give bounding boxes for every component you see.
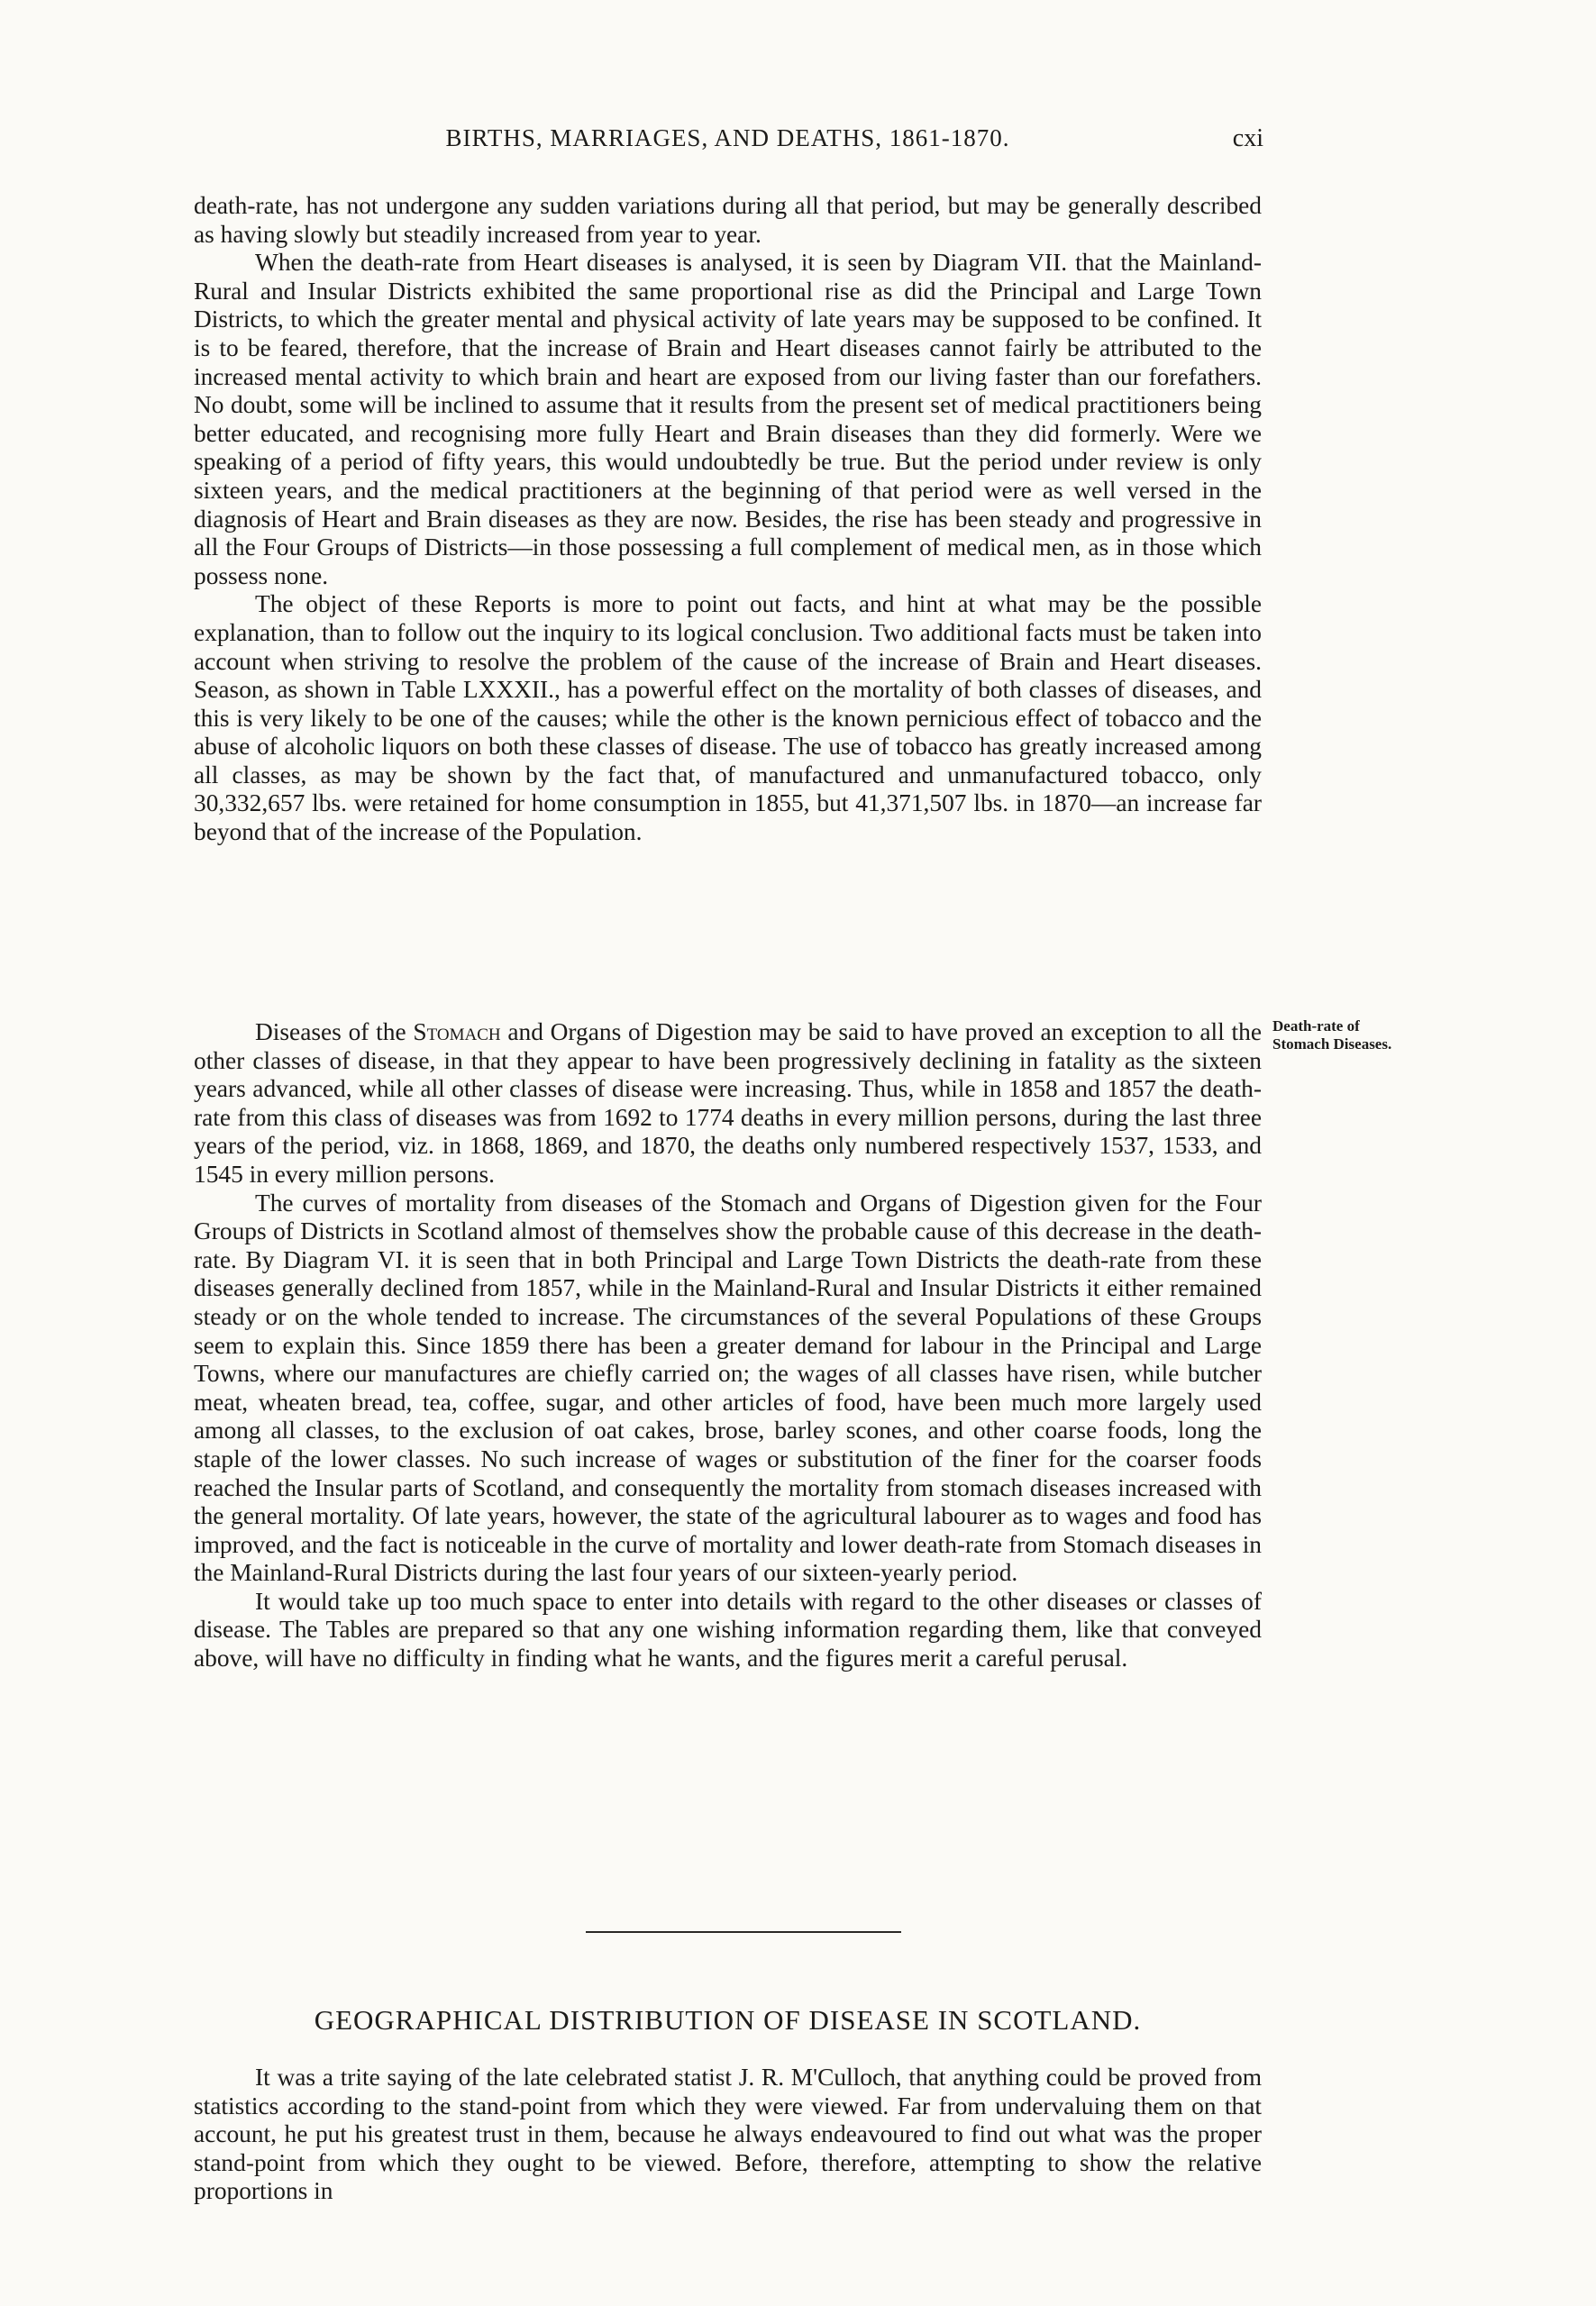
paragraph-curves-of-mortality: The curves of mortality from diseases of the Stomach and Organs of Digestion given for the Four Groups of Districts in Scotland almost of themselves show the probable cause of this decrease in the death-rate. By Diagram VI. it is seen that in both Principal and Large Town Districts the death-rate from these diseases generally declined from 1857, while in the Mainland-Rural and Insular Districts it either remained steady or on the whole tended to increase. The circumstances of the several Populations of these Groups seem to explain this. Since 1859 there has been a greater demand for labour in the Principal and Large Towns, where our manufactures are chiefly carried on; the wages of all classes have risen, while butcher meat, wheaten bread, tea, coffee, sugar, and other articles of food, have been much more largely used among all classes, to the exclusion of oat cakes, brose, barley scones, and other coarse foods, long the staple of the lower classes. No such increase of wages or substitution of the finer for the coarser foods reached the Insular parts of Scotland, and consequently the mortality from stomach diseases increased with the general mortality. Of late years, however, the state of the agricultural labourer as to wages and food has improved, and the fact is noticeable in the curve of mortality and lower death-rate from Stomach diseases in the Mainland-Rural Districts during the last four years of our sixteen-yearly period. [194, 1189, 1262, 1587]
paragraph-other-diseases: It would take up too much space to enter into details with regard to the other diseases or classes of disease. The Tables are prepared so that any one wishing information regarding them, like that conveyed above, will have no difficulty in finding what he wants, and the figures merit a careful perusal. [194, 1587, 1262, 1673]
text-block-stomach [194, 1018, 1262, 1673]
paragraph-stomach-post: and Organs of Digestion may be said to have proved an exception to all the other classes of disease, in that they appear to have been progressively declining in fatality as the sixteen years advanced, while all other classes of disease were increasing. Thus, while in 1858 and 1857 the death-rate from this class of diseases was from 1692 to 1774 deaths in every million persons, during the last three years of the period, viz. in 1868, 1869, and 1870, the deaths only numbered respectively 1537, 1533, and 1545 in every million persons. [194, 1018, 1262, 1188]
section-divider [586, 1931, 901, 1933]
running-title: BIRTHS, MARRIAGES, AND DEATHS, 1861-1870. [445, 124, 1010, 151]
text-block-heart-brain [194, 192, 1262, 847]
marginal-note [1272, 1017, 1408, 1053]
paragraph-stomach-diseases [194, 1018, 1262, 1189]
section-heading: GEOGRAPHICAL DISTRIBUTION OF DISEASE IN SCOTLAND. [314, 2004, 1142, 2036]
stomach-small-caps: Stomach [413, 1018, 501, 1045]
marginal-note-line2: Stomach Diseases. [1272, 1035, 1392, 1053]
paragraph-stomach-pre: Diseases of the [255, 1018, 414, 1045]
running-header [194, 124, 1262, 160]
paragraph-tobacco: The object of these Reports is more to point out facts, and hint at what may be the possible explanation, than to follow out the inquiry to its logical conclusion. Two additional facts must be taken into account when striving to resolve the problem of the cause of the increase of Brain and Heart diseases. Season, as shown in Table LXXXII., has a powerful effect on the mortality of both classes of diseases, and this is very likely to be one of the causes; while the other is the known pernicious effect of tobacco and the abuse of alcoholic liquors on both these classes of disease. The use of tobacco has greatly increased among all classes, as may be shown by the fact that, of manufactured and unmanufactured tobacco, only 30,332,657 lbs. were retained for home consumption in 1855, but 41,371,507 lbs. in 1870—an increase far beyond that of the increase of the Population. [194, 590, 1262, 846]
marginal-note-line1: Death-rate of [1272, 1017, 1360, 1035]
page-number: cxi [1232, 124, 1263, 152]
paragraph-heart-diseases: When the death-rate from Heart diseases is analysed, it is seen by Diagram VII. that the Mainland-Rural and Insular Districts exhibited the same proportional rise as did the Principal and Large Town Districts, to which the greater mental and physical activity of late years may be supposed to be confined. It is to be feared, therefore, that the increase of Brain and Heart diseases cannot fairly be attributed to the increased mental activity to which brain and heart are exposed from our living faster than our forefathers. No doubt, some will be inclined to assume that it results from the present set of medical practitioners being better educated, and recognising more fully Heart and Brain diseases than they did formerly. Were we speaking of a period of fifty years, this would undoubtedly be true. But the period under review is only sixteen years, and the medical practitioners at the beginning of that period were as well versed in the diagnosis of Heart and Brain diseases as they are now. Besides, the rise has been steady and progressive in all the Four Groups of Districts—in those possessing a full complement of medical men, as in those which possess none. [194, 249, 1262, 589]
text-block-geographical [194, 2064, 1262, 2206]
paragraph-mcculloch: It was a trite saying of the late celebrated statist J. R. M'Culloch, that anything could be proved from statistics according to the stand-point from which they were viewed. Far from undervaluing them on that account, he put his greatest trust in them, because he always endeavoured to find out what was the proper stand-point from which they ought to be viewed. Before, therefore, attempting to show the relative proportions in [194, 2064, 1262, 2205]
paragraph-continued: death-rate, has not undergone any sudden variations during all that period, but may be generally described as having slowly but steadily increased from year to year. [194, 192, 1262, 248]
